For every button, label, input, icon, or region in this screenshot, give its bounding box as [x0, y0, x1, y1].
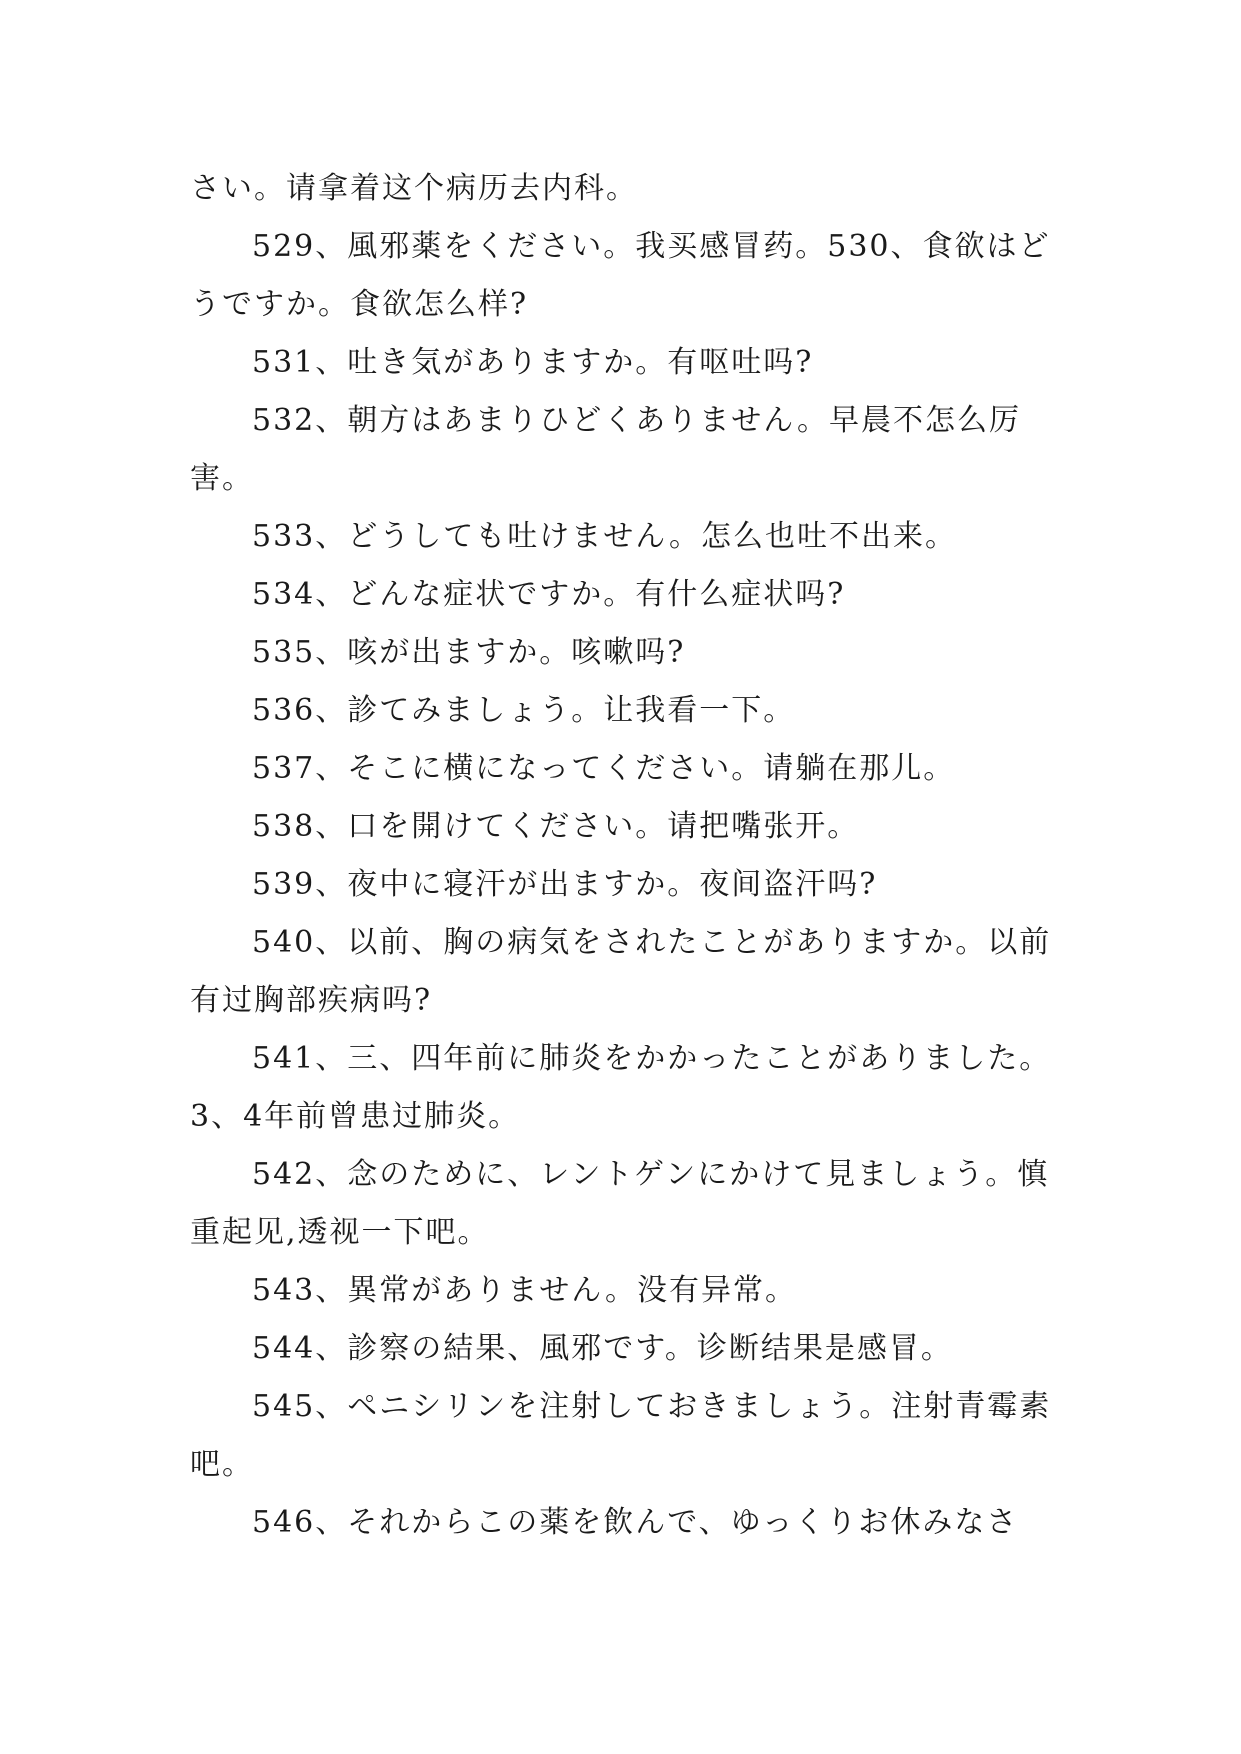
paragraph-529-530: 529、風邪薬をください。我买感冒药。530、食欲はどうですか。食欲怎么样? — [190, 229, 1051, 322]
paragraph-0: さい。请拿着这个病历去内科。 — [190, 171, 638, 206]
paragraph-531: 531、吐き気がありますか。有呕吐吗? — [252, 345, 814, 380]
paragraph-535: 535、咳が出ますか。咳嗽吗? — [252, 635, 686, 670]
paragraph-533: 533、どうしても吐けません。怎么也吐不出来。 — [252, 519, 958, 554]
paragraph-537: 537、そこに横になってください。请躺在那儿。 — [252, 751, 956, 786]
paragraph-539: 539、夜中に寝汗が出ますか。夜间盗汗吗? — [252, 867, 878, 902]
document-body — [190, 160, 1070, 1552]
paragraph-544: 544、診察の結果、風邪です。诊断结果是感冒。 — [252, 1331, 953, 1366]
paragraph-542: 542、念のために、レントゲンにかけて見ましょう。慎重起见,透视一下吧。 — [190, 1157, 1050, 1250]
paragraph-536: 536、診てみましょう。让我看一下。 — [252, 693, 796, 728]
paragraph-543: 543、異常がありません。没有异常。 — [252, 1273, 798, 1308]
paragraph-540: 540、以前、胸の病気をされたことがありますか。以前有过胸部疾病吗? — [190, 925, 1052, 1018]
paragraph-541: 541、三、四年前に肺炎をかかったことがありました。3、4年前曾患过肺炎。 — [190, 1041, 1052, 1134]
paragraph-546: 546、それからこの薬を飲んで、ゆっくりお休みなさ — [252, 1505, 1019, 1540]
paragraph-532: 532、朝方はあまりひどくありません。早晨不怎么厉害。 — [190, 403, 1022, 496]
paragraph-538: 538、口を開けてください。请把嘴张开。 — [252, 809, 860, 844]
paragraph-534: 534、どんな症状ですか。有什么症状吗? — [252, 577, 846, 612]
paragraph-545: 545、ペニシリンを注射しておきましょう。注射青霉素吧。 — [190, 1389, 1052, 1482]
